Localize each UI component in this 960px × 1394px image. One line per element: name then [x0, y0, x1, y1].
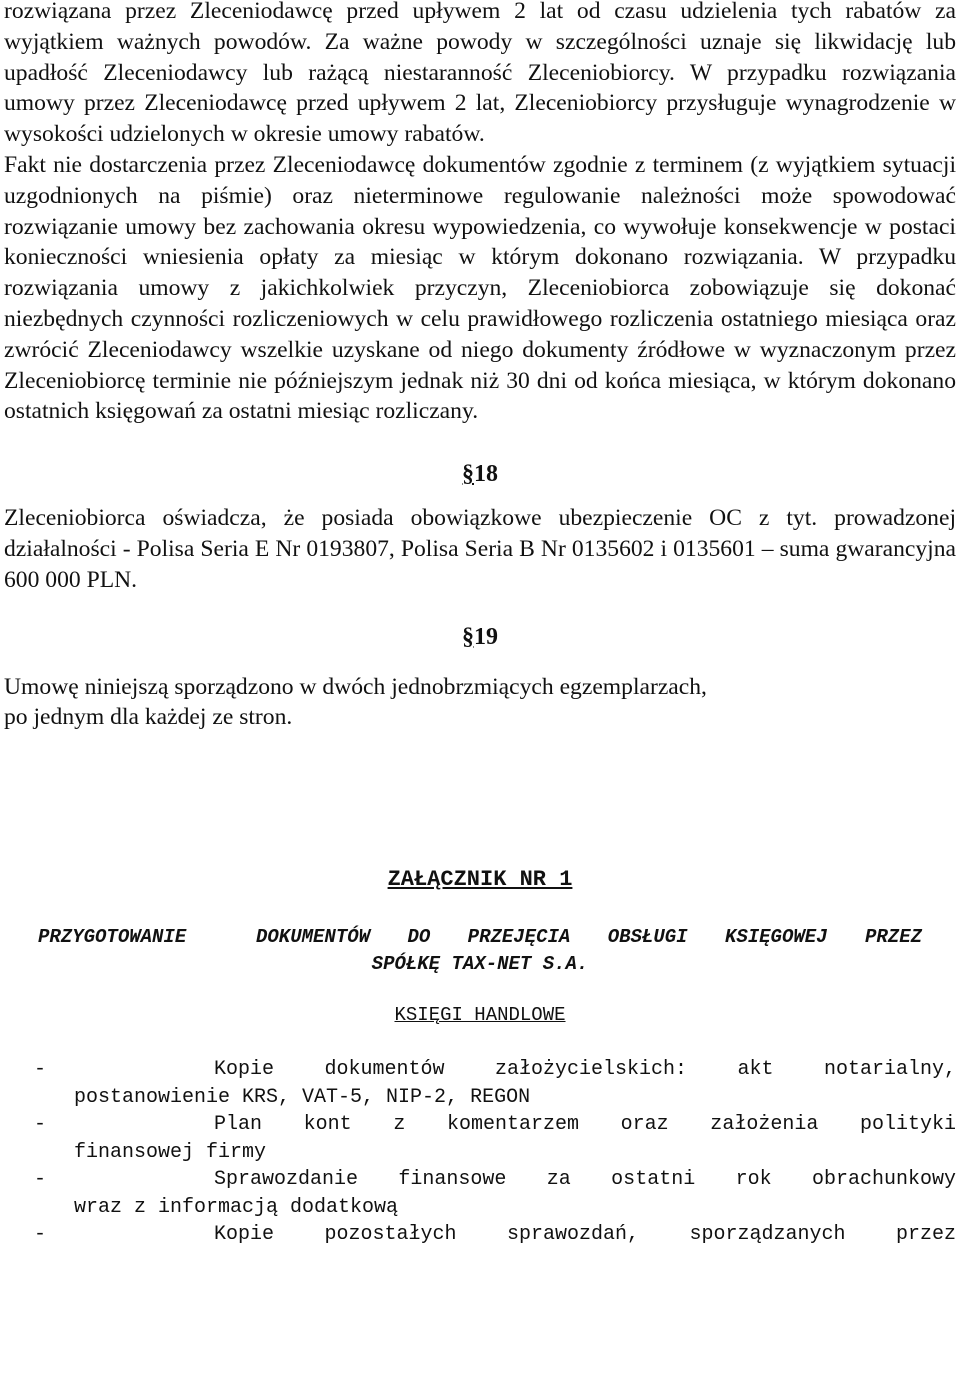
section-18-heading [4, 459, 956, 489]
list-dash: - [34, 1113, 47, 1137]
documents-list [4, 1056, 956, 1249]
annex-title: ZAŁĄCZNIK NR 1 [387, 867, 573, 893]
list-item [4, 1221, 956, 1249]
list-item-first-line: Sprawozdanie finansowe za ostatni rok obrachunkowy [214, 1168, 956, 1192]
list-item-first-line: Kopie pozostałych sprawozdań, sporządzanych przez [214, 1223, 956, 1247]
section-number: 18 [474, 461, 498, 488]
list-item [4, 1111, 956, 1166]
annex-subtitle-right: DOKUMENTÓW DO PRZEJĘCIA OBSŁUGI KSIĘGOWEJ PRZEZ [256, 926, 922, 949]
section-18-text: Zleceniobiorca oświadcza, że posiada obowiązkowe ubezpieczenie OC z tyt. prowadzonej działalności - Polisa Seria E Nr 0193807, Polisa Seria B Nr 0135602 i 0135601 – suma gwarancyjna 600 000 PLN. [4, 505, 956, 593]
list-item-continuation: wraz z informacją dodatkową [74, 1195, 399, 1219]
list-dash: - [34, 1223, 47, 1247]
list-item [4, 1056, 956, 1111]
section-17-paragraph-1: rozwiązana przez Zleceniodawcę przed upływem 2 lat od czasu udzielenia tych rabatów za wyjątkiem ważnych powodów. Za ważne powody w szczególności uznaje się likwidację lub upadłość Zleceniodawcy lub rażącą niestaranność Zleceniobiorcy. W przypadku rozwiązania umowy przez Zleceniodawcę przed upływem 2 lat, Zleceniobiorcy przysługuje wynagrodzenie w wysokości udzielonych w okresie umowy rabatów. [4, 0, 956, 148]
list-item [4, 1166, 956, 1221]
section-symbol: § [462, 623, 474, 650]
list-item-continuation: postanowienie KRS, VAT-5, NIP-2, REGON [74, 1085, 531, 1109]
list-item-continuation: finansowej firmy [74, 1140, 267, 1164]
list-item-first-line: Plan kont z komentarzem oraz założenia polityki [214, 1113, 956, 1137]
list-dash: - [34, 1058, 47, 1082]
section-17-paragraph-2: Fakt nie dostarczenia przez Zleceniodawcę dokumentów zgodnie z terminem (z wyjątkiem sytuacji uzgodnionych na piśmie) oraz nieterminowe regulowanie należności może spowodować rozwiązanie umowy bez zachowania okresu wypowiedzenia, co wywołuje konsekwencje w postaci konieczności wniesienia opłaty za miesiąc w którym dokonano rozwiązania. W przypadku rozwiązania umowy z jakichkolwiek przyczyn, Zleceniobiorca zobowiązuje się dokonać niezbędnych czynności rozliczeniowych w celu prawidłowego rozliczenia ostatniego miesiąca oraz zwrócić Zleceniodawcy wszelkie uzyskane od niego dokumenty źródłowe w wyznaczonym przez Zleceniobiorcę terminie nie późniejszym jednak niż 30 dni od końca miesiąca, w którym dokonano ostatnich księgowań za ostatni miesiąc rozliczany. [4, 151, 956, 425]
annex-subtitle [4, 924, 956, 978]
annex-subtitle-left: PRZYGOTOWANIE [38, 926, 187, 949]
section-19-heading [4, 622, 956, 652]
section-19-text [4, 672, 956, 734]
section-symbol: § [462, 461, 474, 488]
section-19-line-2: po jednym dla każdej ze stron. [4, 704, 293, 731]
annex-subtitle-line-2: SPÓŁKĘ TAX-NET S.A. [371, 953, 589, 976]
books-section-title: KSIĘGI HANDLOWE [394, 1004, 566, 1027]
list-item-first-line: Kopie dokumentów założycielskich: akt notarialny, [214, 1058, 956, 1082]
list-dash: - [34, 1168, 47, 1192]
section-number: 19 [474, 623, 498, 650]
section-19-line-1: Umowę niniejszą sporządzono w dwóch jednobrzmiących egzemplarzach, [4, 673, 707, 700]
